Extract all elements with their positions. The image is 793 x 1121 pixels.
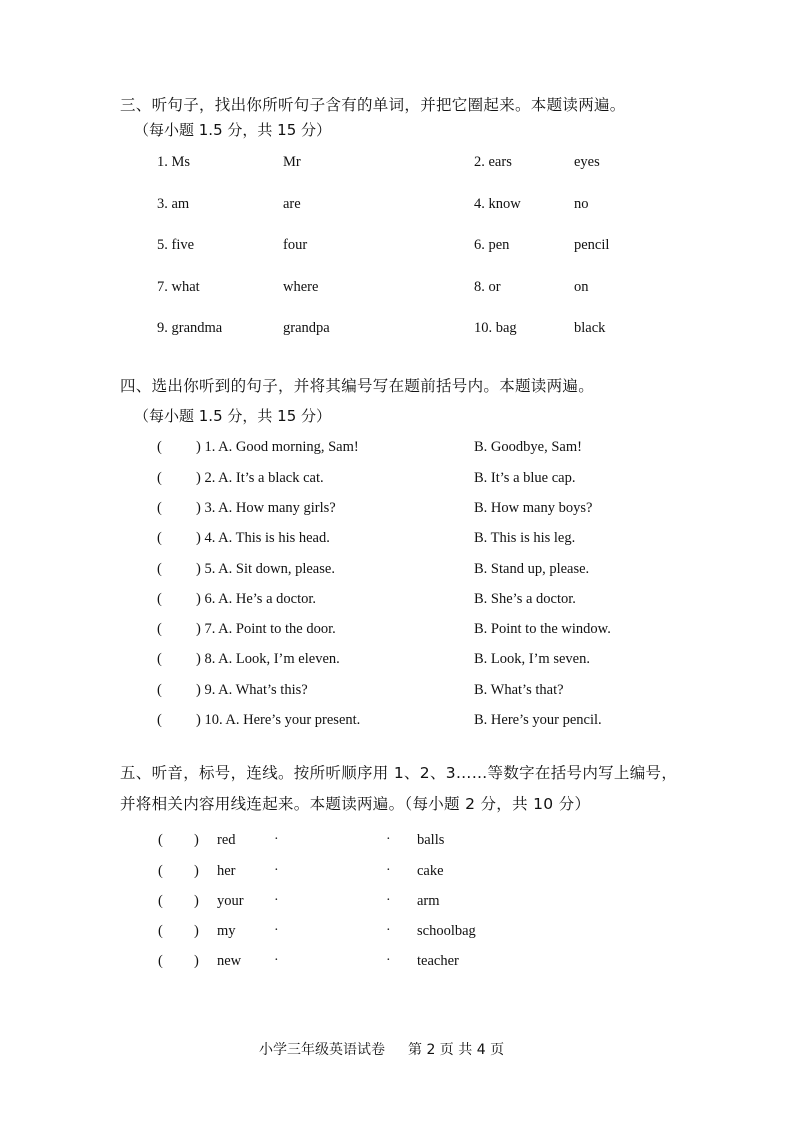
option-b: B. Point to the window. bbox=[474, 621, 611, 637]
list-item: Mr bbox=[283, 154, 301, 170]
right-connect-dot[interactable]: · bbox=[386, 863, 391, 878]
left-connect-dot[interactable]: · bbox=[274, 923, 279, 938]
right-connect-dot[interactable]: · bbox=[386, 953, 391, 968]
answer-bracket-close: ) bbox=[194, 953, 199, 969]
answer-bracket[interactable]: ( bbox=[157, 530, 162, 546]
list-item: eyes bbox=[574, 154, 600, 170]
answer-bracket-close: ) bbox=[194, 832, 199, 848]
list-item: 4. know bbox=[474, 196, 521, 212]
option-a: ) 2. A. It’s a black cat. bbox=[196, 470, 324, 486]
answer-bracket[interactable]: ( bbox=[157, 470, 162, 486]
option-b: B. This is his leg. bbox=[474, 530, 576, 546]
left-word: your bbox=[217, 893, 244, 909]
answer-bracket-open[interactable]: ( bbox=[158, 832, 163, 848]
answer-bracket[interactable]: ( bbox=[157, 712, 162, 728]
section5-title-line1: 五、听音，标号，连线。按所听顺序用 1、2、3……等数字在括号内写上编号， bbox=[120, 764, 678, 782]
left-word: new bbox=[217, 953, 242, 969]
right-word: balls bbox=[417, 832, 445, 848]
left-connect-dot[interactable]: · bbox=[274, 863, 279, 878]
list-item: 8. or bbox=[474, 279, 501, 295]
answer-bracket[interactable]: ( bbox=[157, 591, 162, 607]
option-b: B. Goodbye, Sam! bbox=[474, 439, 582, 455]
list-item: 3. am bbox=[157, 196, 190, 212]
list-item: four bbox=[283, 237, 308, 253]
answer-bracket-open[interactable]: ( bbox=[158, 923, 163, 939]
answer-bracket-open[interactable]: ( bbox=[158, 893, 163, 909]
list-item: grandpa bbox=[283, 320, 330, 336]
right-connect-dot[interactable]: · bbox=[386, 893, 391, 908]
right-connect-dot[interactable]: · bbox=[386, 923, 391, 938]
right-word: cake bbox=[417, 863, 444, 879]
option-b: B. Stand up, please. bbox=[474, 561, 590, 577]
option-b: B. How many boys? bbox=[474, 500, 593, 516]
list-item: on bbox=[574, 279, 589, 295]
right-word: teacher bbox=[417, 953, 459, 969]
answer-bracket[interactable]: ( bbox=[157, 500, 162, 516]
answer-bracket-open[interactable]: ( bbox=[158, 953, 163, 969]
answer-bracket[interactable]: ( bbox=[157, 439, 162, 455]
list-item: 6. pen bbox=[474, 237, 510, 253]
option-b: B. She’s a doctor. bbox=[474, 591, 576, 607]
option-b: B. What’s that? bbox=[474, 682, 564, 698]
option-a: ) 10. A. Here’s your present. bbox=[196, 712, 361, 728]
answer-bracket-close: ) bbox=[194, 923, 199, 939]
option-a: ) 8. A. Look, I’m eleven. bbox=[196, 651, 340, 667]
left-word: her bbox=[217, 863, 236, 879]
list-item: 2. ears bbox=[474, 154, 512, 170]
section3-title: 三、听句子，找出你所听句子含有的单词，并把它圈起来。本题读两遍。 bbox=[120, 96, 626, 114]
answer-bracket[interactable]: ( bbox=[157, 621, 162, 637]
answer-bracket[interactable]: ( bbox=[157, 682, 162, 698]
section3-subtitle: （每小题 1.5 分，共 15 分） bbox=[134, 121, 332, 139]
left-connect-dot[interactable]: · bbox=[274, 832, 279, 847]
list-item: are bbox=[283, 196, 301, 212]
right-connect-dot[interactable]: · bbox=[386, 832, 391, 847]
option-b: B. It’s a blue cap. bbox=[474, 470, 576, 486]
left-connect-dot[interactable]: · bbox=[274, 893, 279, 908]
answer-bracket-open[interactable]: ( bbox=[158, 863, 163, 879]
list-item: 10. bag bbox=[474, 320, 517, 336]
list-item: black bbox=[574, 320, 606, 336]
footer-page-info: 第 2 页 共 4 页 bbox=[408, 1042, 505, 1058]
option-a: ) 4. A. This is his head. bbox=[196, 530, 330, 546]
left-connect-dot[interactable]: · bbox=[274, 953, 279, 968]
section4-title: 四、选出你听到的句子，并将其编号写在题前括号内。本题读两遍。 bbox=[120, 377, 595, 395]
answer-bracket-close: ) bbox=[194, 863, 199, 879]
right-word: schoolbag bbox=[417, 923, 476, 939]
option-a: ) 1. A. Good morning, Sam! bbox=[196, 439, 359, 455]
option-a: ) 9. A. What’s this? bbox=[196, 682, 308, 698]
option-a: ) 7. A. Point to the door. bbox=[196, 621, 336, 637]
option-a: ) 5. A. Sit down, please. bbox=[196, 561, 335, 577]
list-item: 1. Ms bbox=[157, 154, 191, 170]
section5-title-line2: 并将相关内容用线连起来。本题读两遍。（每小题 2 分，共 10 分） bbox=[120, 795, 591, 813]
section4-subtitle: （每小题 1.5 分，共 15 分） bbox=[134, 407, 332, 425]
list-item: no bbox=[574, 196, 589, 212]
list-item: 5. five bbox=[157, 237, 195, 253]
list-item: pencil bbox=[574, 237, 610, 253]
list-item: 9. grandma bbox=[157, 320, 223, 336]
list-item: where bbox=[283, 279, 319, 295]
footer-exam-name: 小学三年级英语试卷 bbox=[259, 1042, 385, 1058]
option-a: ) 6. A. He’s a doctor. bbox=[196, 591, 317, 607]
option-a: ) 3. A. How many girls? bbox=[196, 500, 336, 516]
option-b: B. Here’s your pencil. bbox=[474, 712, 602, 728]
left-word: red bbox=[217, 832, 236, 848]
option-b: B. Look, I’m seven. bbox=[474, 651, 590, 667]
list-item: 7. what bbox=[157, 279, 200, 295]
right-word: arm bbox=[417, 893, 440, 909]
left-word: my bbox=[217, 923, 236, 939]
answer-bracket[interactable]: ( bbox=[157, 561, 162, 577]
answer-bracket-close: ) bbox=[194, 893, 199, 909]
answer-bracket[interactable]: ( bbox=[157, 651, 162, 667]
